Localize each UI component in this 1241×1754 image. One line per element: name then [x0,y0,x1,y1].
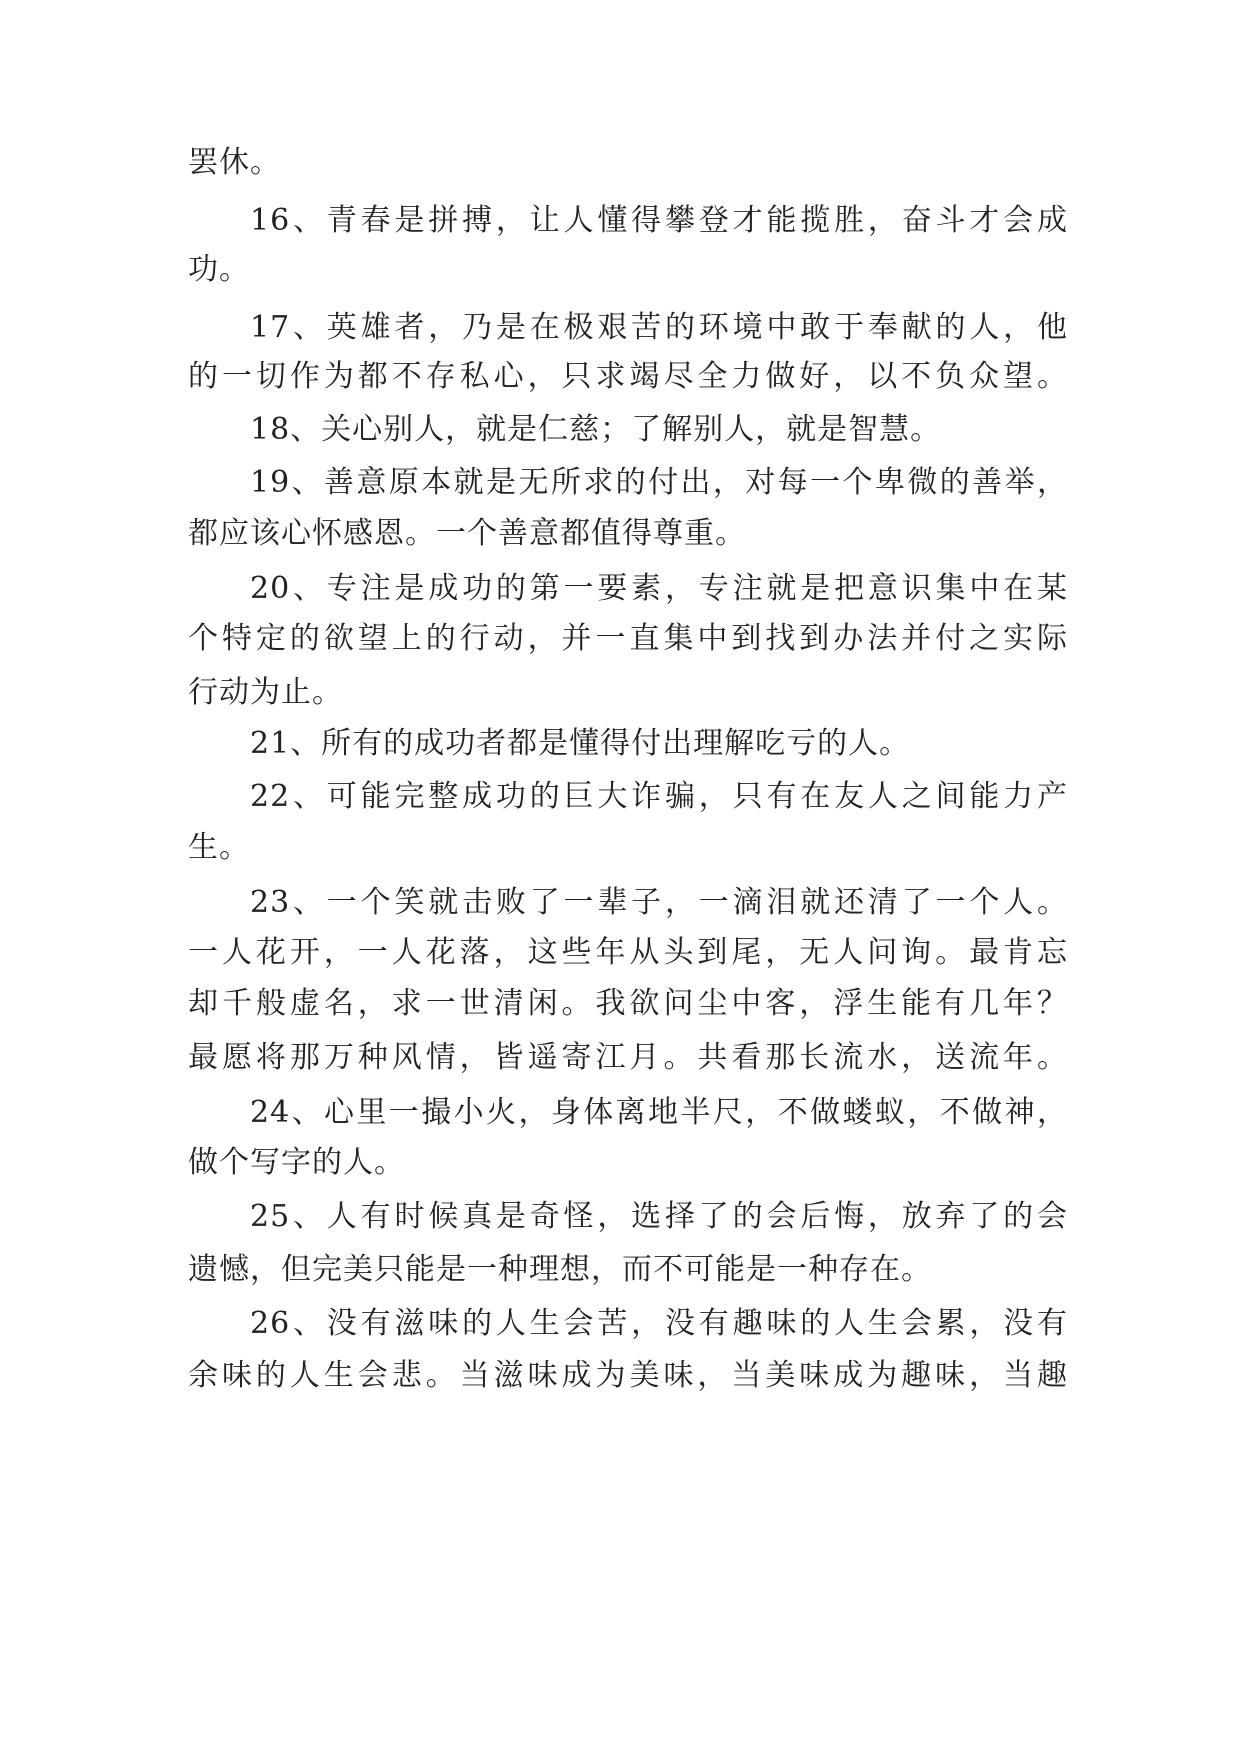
text-line: 却千般虚名，求一世清闲。我欲问尘中客，浮生能有几年？ [188,986,1068,1021]
text-line: 的一切作为都不存私心，只求竭尽全力做好，以不负众望。 [188,359,1068,394]
text-line: 23、一个笑就击败了一辈子，一滴泪就还清了一个人。 [250,885,1068,920]
text-line: 行动为止。 [188,675,343,710]
text-line: 25、人有时候真是奇怪，选择了的会后悔，放弃了的会 [250,1199,1068,1234]
text-line: 26、没有滋味的人生会苦，没有趣味的人生会累，没有 [250,1306,1068,1341]
text-line: 22、可能完整成功的巨大诈骗，只有在友人之间能力产 [250,779,1068,814]
text-line: 19、善意原本就是无所求的付出，对每一个卑微的善举， [250,465,1068,500]
text-line: 功。 [188,252,250,287]
text-line: 一人花开，一人花落，这些年从头到尾，无人问询。最肯忘 [188,935,1068,970]
text-line: 21、所有的成功者都是懂得付出理解吃亏的人。 [250,726,911,761]
text-line: 做个写字的人。 [188,1145,405,1180]
text-line: 遗憾，但完美只能是一种理想，而不可能是一种存在。 [188,1252,932,1287]
text-line: 18、关心别人，就是仁慈；了解别人，就是智慧。 [250,412,942,447]
text-line: 罢休。 [188,145,281,180]
text-line: 余味的人生会悲。当滋味成为美味，当美味成为趣味，当趣 [188,1358,1068,1393]
text-line: 最愿将那万种风情，皆遥寄江月。共看那长流水，送流年。 [188,1040,1068,1075]
text-line: 个特定的欲望上的行动，并一直集中到找到办法并付之实际 [188,621,1068,656]
text-line: 17、英雄者，乃是在极艰苦的环境中敢于奉献的人，他 [250,310,1068,345]
text-line: 生。 [188,830,250,865]
text-line: 24、心里一撮小火，身体离地半尺，不做蝼蚁，不做神， [250,1095,1068,1130]
text-line: 20、专注是成功的第一要素，专注就是把意识集中在某 [250,571,1068,606]
text-line: 都应该心怀感恩。一个善意都值得尊重。 [188,516,746,551]
text-line: 16、青春是拼搏，让人懂得攀登才能揽胜，奋斗才会成 [250,203,1068,238]
